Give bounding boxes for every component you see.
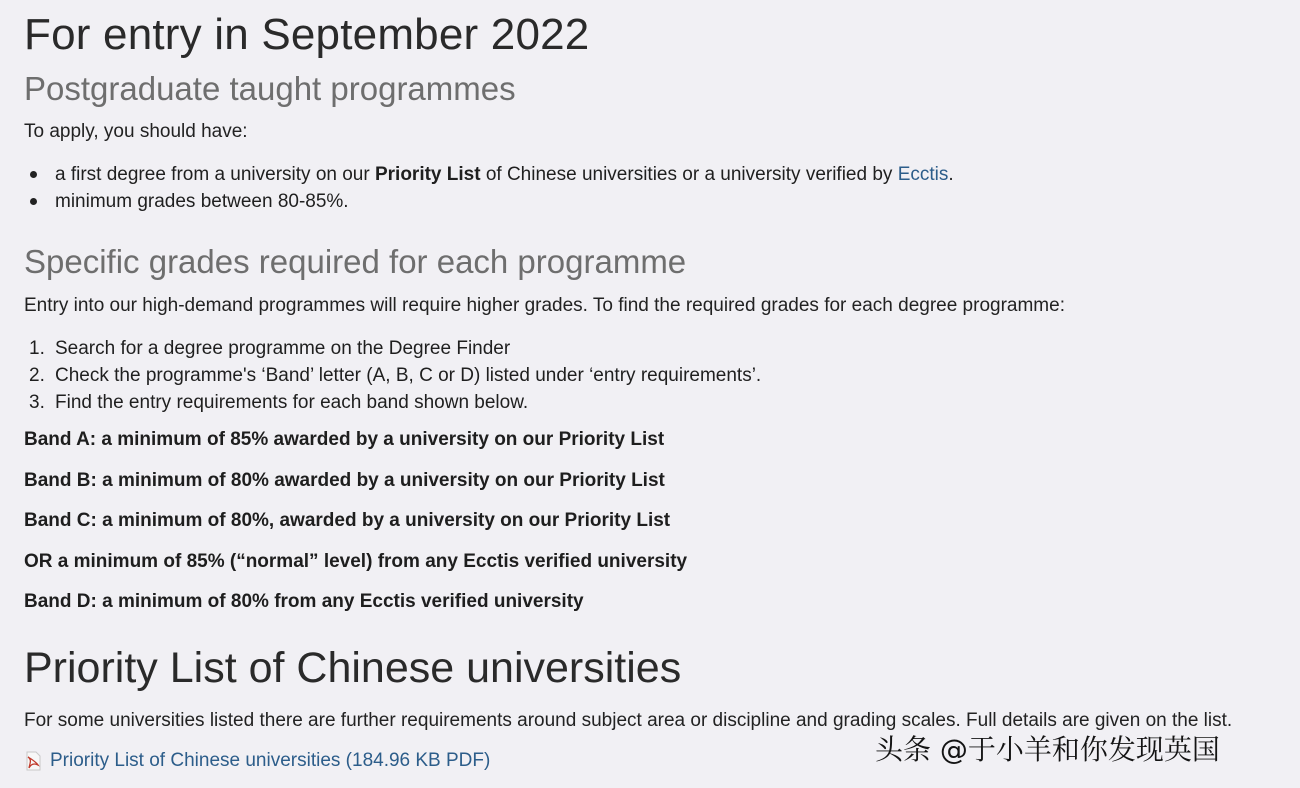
apply-intro: To apply, you should have: [24, 121, 248, 142]
section-heading-specific-grades: Specific grades required for each programme [24, 243, 687, 280]
steps-list [24, 335, 761, 416]
band-b-requirement: Band B: a minimum of 80% awarded by a university on our Priority List [24, 470, 665, 491]
band-c-alternative: OR a minimum of 85% (“normal” level) from any Ecctis verified university [24, 551, 688, 572]
band-c-requirement: Band C: a minimum of 80%, awarded by a university on our Priority List [24, 510, 671, 531]
page-title: For entry in September 2022 [24, 10, 590, 59]
priority-list-pdf-link[interactable]: Priority List of Chinese universities (184.96 KB PDF) [50, 750, 491, 771]
list-item: 3. Find the entry requirements for each band shown below. [29, 392, 529, 413]
ecctis-link[interactable]: Ecctis [897, 164, 949, 185]
list-item: a first degree from a university on our Priority List of Chinese universities or a university verified by Ecctis. [24, 161, 954, 188]
priority-list-bold: Priority List [374, 164, 481, 185]
requirements-list [24, 161, 954, 215]
bullet-icon [30, 198, 37, 205]
specific-intro: Entry into our high-demand programmes will require higher grades. To find the required grades for each degree programme: [24, 295, 1065, 316]
band-a-requirement: Band A: a minimum of 85% awarded by a university on our Priority List [24, 429, 665, 450]
bullet-icon [30, 171, 37, 178]
priority-list-description: For some universities listed there are further requirements around subject area or discipline and grading scales. Full details are given on the list. [24, 710, 1233, 731]
list-item: minimum grades between 80-85%. [24, 188, 954, 215]
section-heading-postgraduate: Postgraduate taught programmes [24, 70, 516, 107]
pdf-file-icon [24, 751, 42, 771]
priority-list-heading: Priority List of Chinese universities [24, 644, 682, 692]
list-item: 1. Search for a degree programme on the Degree Finder [29, 338, 511, 359]
priority-list-download[interactable] [24, 750, 490, 772]
band-d-requirement: Band D: a minimum of 80% from any Ecctis verified university [24, 591, 584, 612]
watermark-text: 头条 @于小羊和你发现英国 [875, 733, 1220, 766]
list-item: 2. Check the programme's ‘Band’ letter (A, B, C or D) listed under ‘entry requirements’. [29, 365, 762, 386]
